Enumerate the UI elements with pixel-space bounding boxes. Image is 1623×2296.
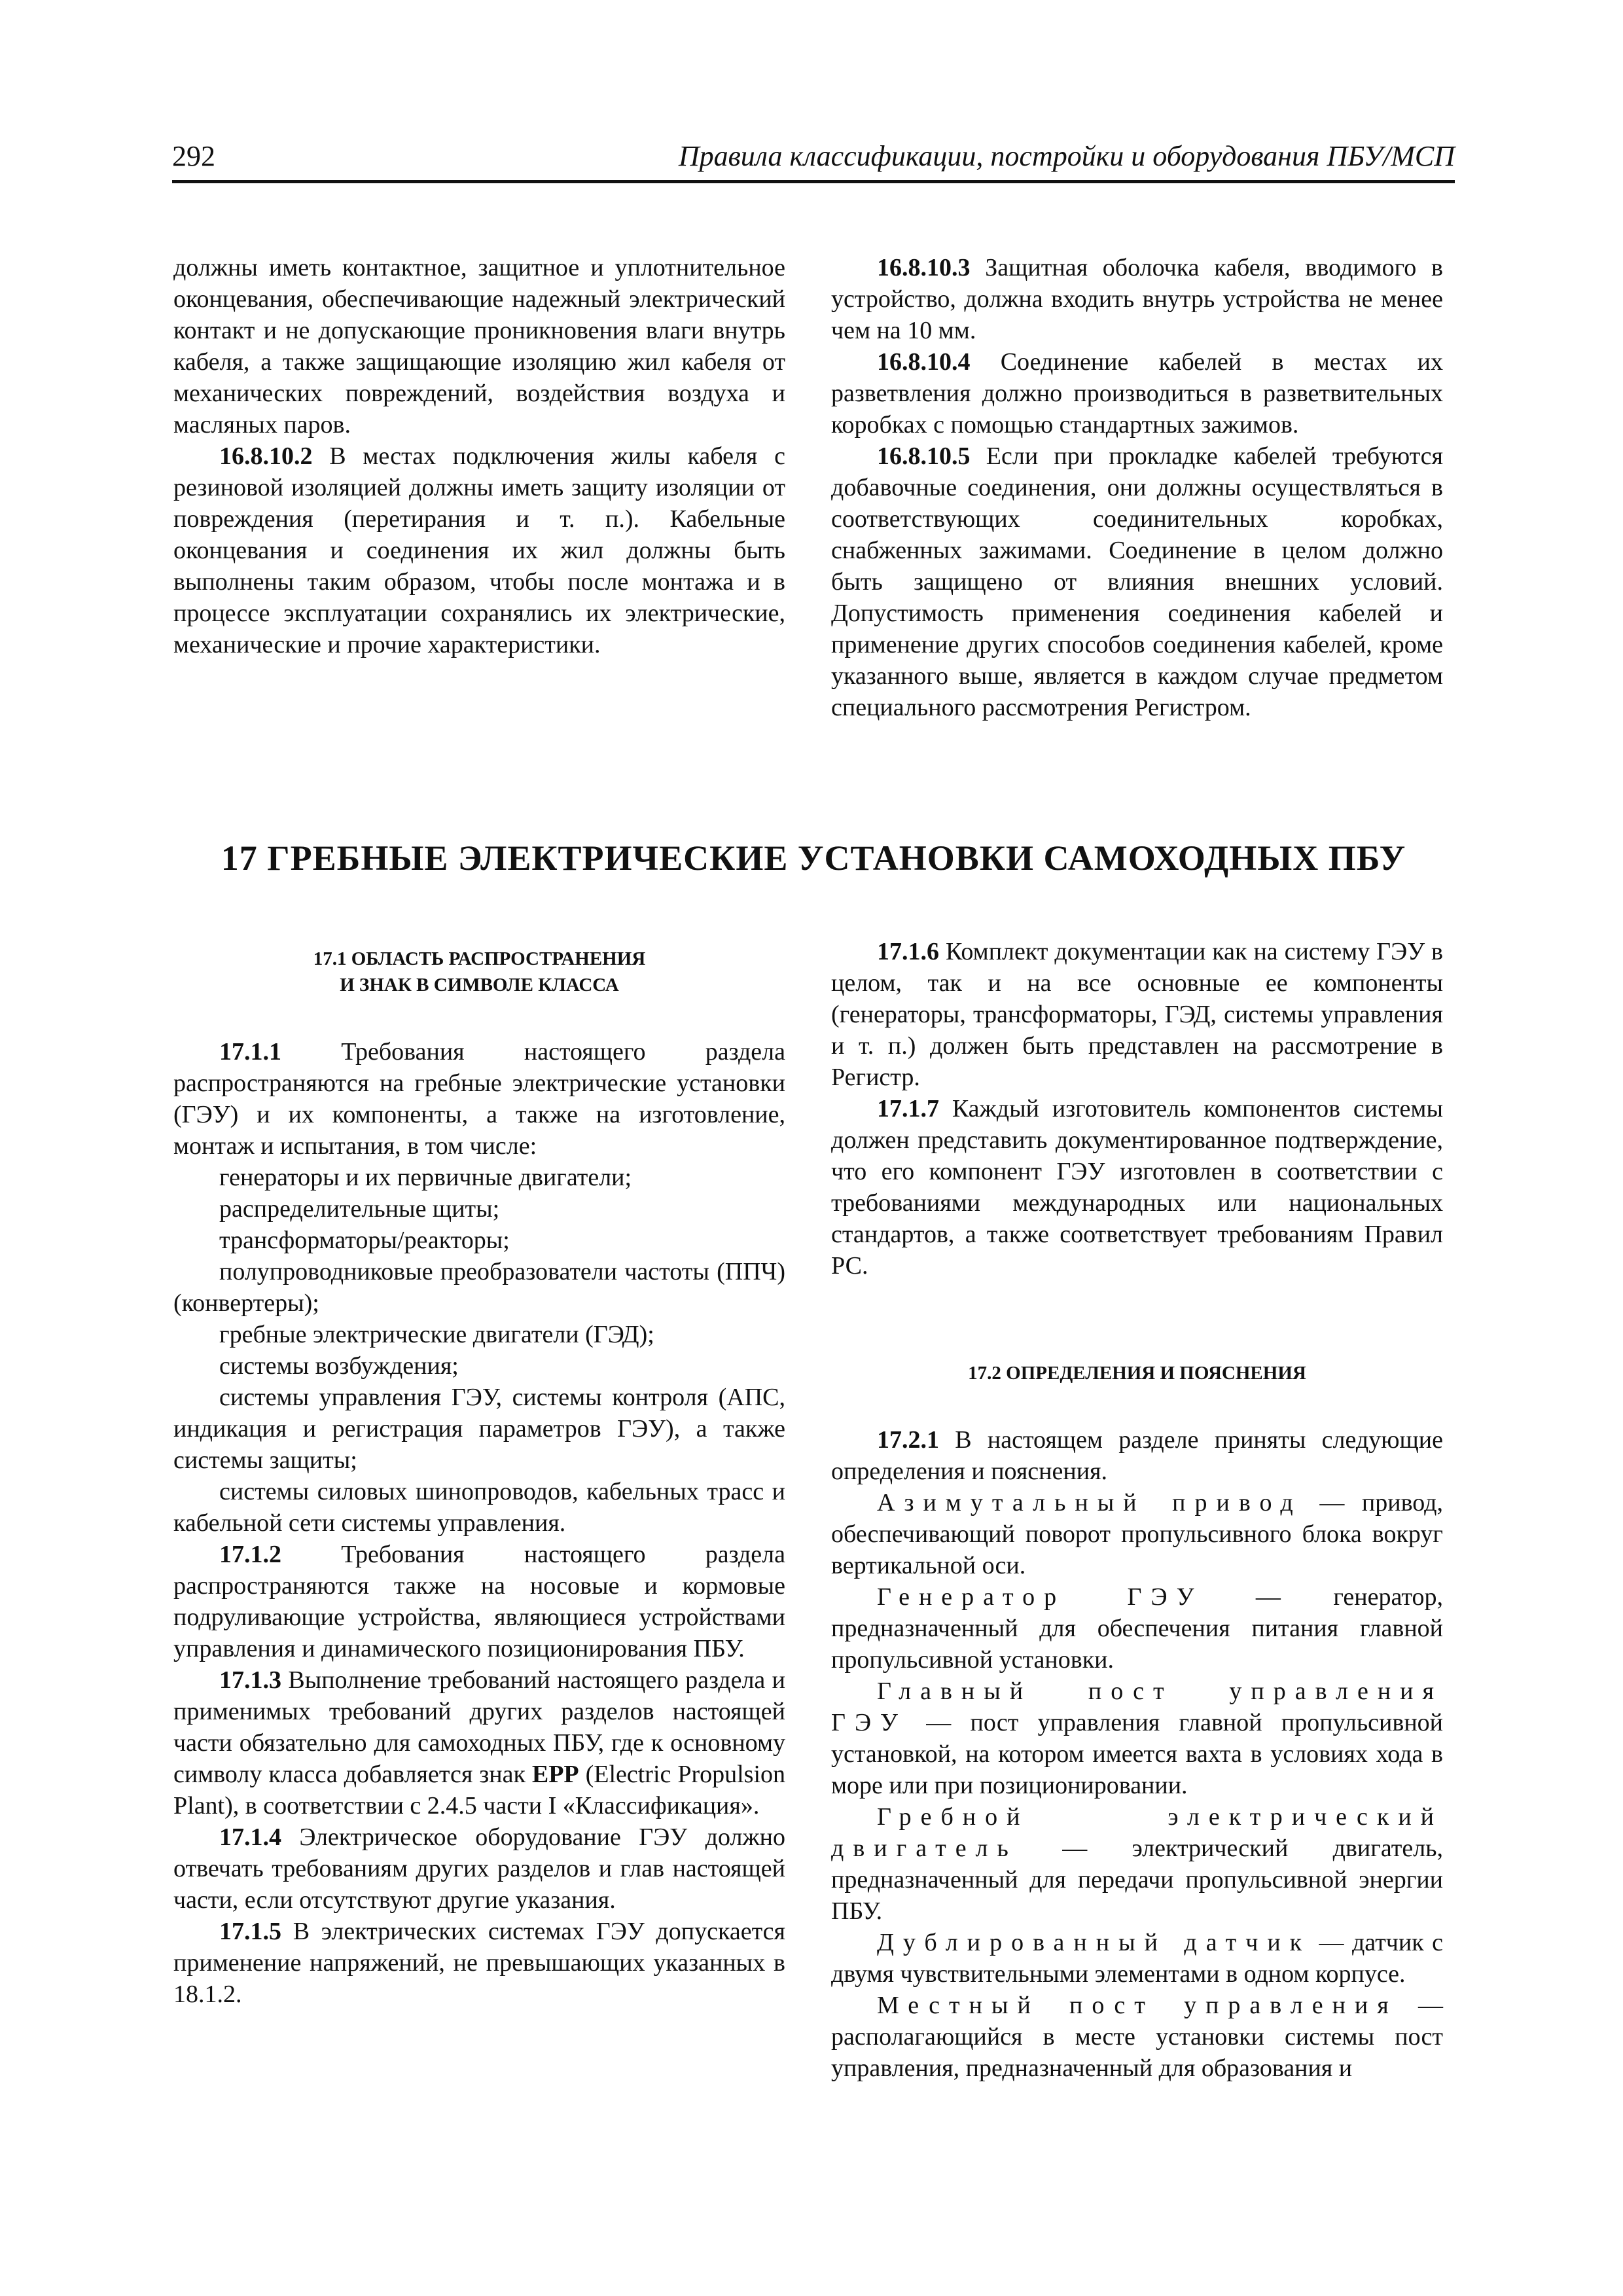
definition-term: Генератор ГЭУ [877, 1583, 1204, 1611]
definition-generator [831, 1581, 1443, 1676]
list-item: трансформаторы/реакторы; [219, 1227, 510, 1254]
paragraph-continuation: должны иметь контактное, защитное и уплотнительное оконцевания, обеспечивающие надежный электрический контакт и не допускающие проникновения влаги внутрь кабеля, а также защищающие изоляцию жил кабеля от механических повреждений, воздействия воздуха и масляных паров. [173, 254, 785, 439]
paragraph-17-1-5 [173, 1916, 785, 2010]
paragraph-17-1-4 [173, 1821, 785, 1916]
clause-text: В местах подключения жилы кабеля с резиновой изоляцией должны иметь защиту изоляции от повреждения (перетирания и т. п.). Кабельные оконцевания и соединения их жил должны быть выполнены таким образом, чтобы после монтажа и в процессе эксплуатации сохранялись их электрические, механические и прочие характеристики. [173, 442, 785, 658]
section-title: 17 ГРЕБНЫЕ ЭЛЕКТРИЧЕСКИЕ УСТАНОВКИ САМОХОДНЫХ ПБУ [221, 838, 1406, 878]
definition-main-control-station [831, 1676, 1443, 1801]
definition-term: Местный пост управления [877, 1992, 1398, 2019]
clause-text: Выполнение требований настоящего раздела и применимых требований других разделов настоящей части обязательно для самоходных ПБУ, где к основному символу класса добавляется знак [173, 1666, 785, 1788]
clause-text: Электрическое оборудование ГЭУ должно отвечать требованиям других разделов и глав настоящей части, если отсутствуют другие указания. [173, 1823, 785, 1914]
clause-text: Каждый изготовитель компонентов системы должен представить документированное подтверждение, что его компонент ГЭУ изготовлен в соответствии с требованиями международных или национальных стандартов, а также соответствует требованиям Правил РС. [831, 1095, 1443, 1280]
clause-number: 17.2.1 [877, 1426, 939, 1454]
definition-duplicated-sensor [831, 1927, 1443, 1990]
definition-text: — располагающийся в месте установки системы пост управления, предназначенный для образования и [831, 1992, 1443, 2082]
list-item: генераторы и их первичные двигатели; [219, 1164, 632, 1191]
page-header [172, 134, 1455, 183]
subsection-heading-line: И ЗНАК В СИМВОЛЕ КЛАССА [340, 975, 619, 996]
clause-text: Если при прокладке кабелей требуются добавочные соединения, они должны осуществляться в соответствующих соединительных коробках, снабженных зажимами. Соединение в целом должно быть защищено от влияния внешних условий. Допустимость применения соединения кабелей и применение других способов соединения кабелей, кроме указанного выше, является в каждом случае предметом специального рассмотрения Регистром. [831, 442, 1443, 721]
top-left-column [173, 252, 785, 660]
clause-text: Комплект документации как на систему ГЭУ в целом, так и на все основные ее компоненты (генераторы, трансформаторы, ГЭД, системы управления и т. п.) должен быть представлен на рассмотрение в Регистр. [831, 938, 1443, 1091]
clause-number: 17.1.2 [219, 1541, 281, 1568]
definition-local-control-station [831, 1990, 1443, 2084]
paragraph-17-1-3 [173, 1664, 785, 1821]
clause-number: 16.8.10.4 [877, 348, 971, 376]
clause-number: 17.1.5 [219, 1918, 281, 1945]
class-mark: EPP [531, 1761, 579, 1788]
clause-text: В настоящем разделе приняты следующие определения и пояснения. [831, 1426, 1443, 1485]
definition-text: — привод, обеспечивающий поворот пропульсивного блока вокруг вертикальной оси. [831, 1489, 1443, 1579]
clause-text: Соединение кабелей в местах их разветвления должно производиться в разветвительных коробках с помощью стандартных зажимов. [831, 348, 1443, 439]
definition-text: — электрический двигатель, предназначенный для передачи пропульсивной энергии ПБУ. [831, 1835, 1443, 1925]
definition-term: Дублированный датчик [877, 1929, 1311, 1956]
paragraph-17-1-1 [173, 1036, 785, 1162]
clause-number: 17.1.3 [219, 1666, 281, 1694]
lower-right-column [831, 936, 1443, 2084]
clause-text: (Electric Propulsion Plant), в соответствии с 2.4.5 части I «Классификация». [173, 1761, 786, 1820]
clause-number: 16.8.10.3 [877, 254, 971, 281]
lower-left-column [173, 946, 785, 2010]
definition-term: Гребной электрический двигатель [831, 1803, 1443, 1862]
list-item: системы управления ГЭУ, системы контроля (АПС, индикация и регистрация параметров ГЭУ), а также системы защиты; [173, 1384, 785, 1474]
clause-text: Требования настоящего раздела распространяются также на носовые и кормовые подруливающие устройства, являющиеся устройствами управления и динамического позиционирования ПБУ. [173, 1541, 785, 1662]
paragraph-16-8-10-5 [831, 440, 1443, 723]
subsection-heading-17-2: 17.2 ОПРЕДЕЛЕНИЯ И ПОЯСНЕНИЯ [968, 1363, 1306, 1384]
running-title: Правила классификации, постройки и оборудования ПБУ/МСП [678, 140, 1455, 172]
paragraph-17-1-7 [831, 1093, 1443, 1282]
page-number: 292 [172, 140, 215, 172]
definition-text: — пост управления главной пропульсивной установкой, на котором имеется вахта в условиях хода в море или при позиционировании. [831, 1709, 1443, 1799]
paragraph-17-1-2 [173, 1539, 785, 1664]
definition-azimuth-drive [831, 1487, 1443, 1581]
definition-text: — датчик с двумя чувствительными элементами в одном корпусе. [831, 1929, 1444, 1988]
clause-text: Защитная оболочка кабеля, вводимого в устройство, должна входить внутрь устройства не менее чем на 10 мм. [831, 254, 1443, 344]
list-item: гребные электрические двигатели (ГЭД); [219, 1321, 654, 1348]
paragraph-17-2-1 [831, 1424, 1443, 1487]
clause-number: 17.1.6 [877, 938, 939, 965]
paragraph-16-8-10-2 [173, 440, 785, 660]
clause-number: 17.1.1 [219, 1038, 281, 1066]
subsection-heading-line: 17.1 ОБЛАСТЬ РАСПРОСТРАНЕНИЯ [313, 948, 646, 969]
clause-text: В электрических системах ГЭУ допускается применение напряжений, не превышающих указанных в 18.1.2. [173, 1918, 785, 2008]
clause-number: 17.1.4 [219, 1823, 281, 1851]
clause-text: Требования настоящего раздела распространяются на гребные электрические установки (ГЭУ) и их компоненты, а также на изготовление, монтаж и испытания, в том числе: [173, 1038, 785, 1160]
subsection-heading-17-1 [173, 946, 785, 998]
list-item: системы силовых шинопроводов, кабельных трасс и кабельной сети системы управления. [173, 1478, 785, 1537]
definition-propulsion-motor [831, 1801, 1443, 1927]
paragraph-16-8-10-4 [831, 346, 1443, 440]
clause-number: 16.8.10.5 [877, 442, 971, 470]
clause-number: 16.8.10.2 [219, 442, 313, 470]
list-item: распределительные щиты; [219, 1195, 500, 1223]
definition-text: — генератор, предназначенный для обеспечения питания главной пропульсивной установки. [831, 1583, 1443, 1674]
paragraph-16-8-10-3 [831, 252, 1443, 346]
clause-number: 17.1.7 [877, 1095, 939, 1122]
list-item: системы возбуждения; [219, 1352, 459, 1380]
list-item: полупроводниковые преобразователи частоты (ППЧ) (конвертеры); [173, 1258, 785, 1317]
paragraph-17-1-6 [831, 936, 1443, 1093]
top-right-column [831, 252, 1443, 723]
definition-term: Главный пост управления ГЭУ [831, 1677, 1443, 1736]
definition-term: Азимутальный привод [877, 1489, 1302, 1516]
